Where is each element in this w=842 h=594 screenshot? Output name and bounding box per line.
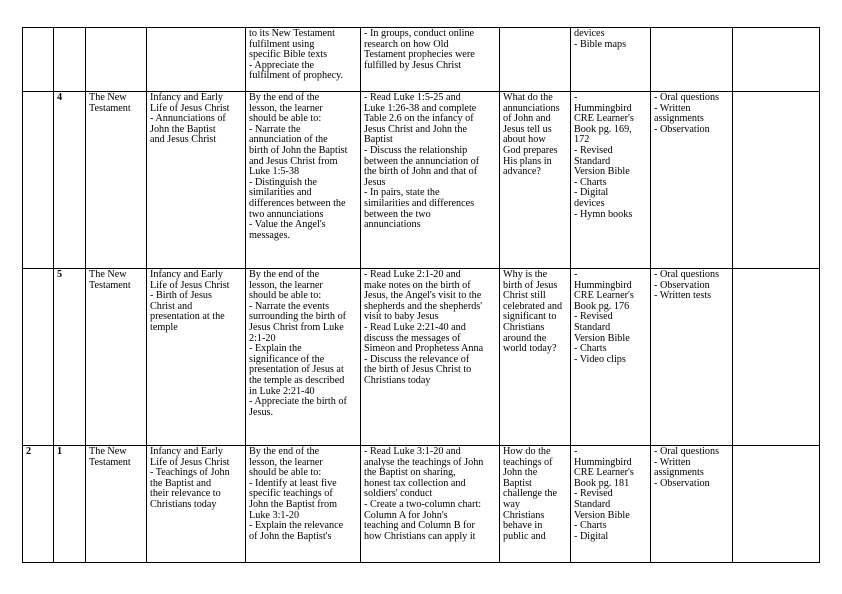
cell-text-line: research on how Old [364, 38, 449, 50]
cell-text-line: - [574, 92, 578, 103]
cell-text-line: Christians [503, 509, 545, 521]
cell-text-line: shepherds and the shepherds' [364, 300, 483, 312]
cell-text-line: the temple as described [249, 374, 345, 386]
table-row [23, 28, 820, 92]
cell-text-line: - Digital [574, 187, 609, 199]
cell-text-line: similarities and differences [364, 197, 475, 209]
cell-text-line: around the [503, 332, 547, 344]
cell-text-line: specific Bible texts [249, 49, 328, 61]
cell-text-line: - Discuss the relationship [364, 144, 468, 156]
cell-text-line: By the end of the [249, 446, 320, 457]
table-row [23, 92, 820, 269]
learning-outcomes-cell [246, 446, 361, 563]
cell-text-line: The New [89, 92, 127, 103]
lesson-cell [54, 269, 86, 446]
cell-text-line: Baptist [503, 477, 532, 489]
cell-text-line: - Teachings of John [150, 467, 230, 479]
cell-text-line: - Narrate the [249, 123, 301, 135]
assessment-cell [651, 28, 733, 92]
cell-text-line: should be able to: [249, 467, 322, 479]
cell-text-line: - Annunciations of [150, 113, 226, 125]
cell-text-line: presentation at the [150, 311, 225, 323]
cell-text-line: Testament [89, 279, 131, 291]
cell-text-line: Life of Jesus Christ [150, 102, 230, 114]
cell-text-line: Christians today [364, 374, 431, 386]
cell-text-line: Testament [89, 456, 131, 468]
cell-text-line: similarities and [249, 187, 312, 199]
cell-text-line: - Distinguish the [249, 176, 317, 188]
learning-resources-cell [571, 92, 651, 269]
cell-text-line: Book pg. 181 [574, 477, 630, 489]
cell-text-line: Christ and [150, 300, 193, 312]
cell-text-line: John the Baptist from [249, 498, 338, 510]
cell-text-line: - Explain the relevance [249, 520, 344, 532]
cell-text-line: John the Baptist [150, 123, 216, 135]
cell-text-line: soldiers' conduct [364, 488, 433, 500]
cell-text-line: between the annunciation of [364, 155, 480, 167]
learning-experiences-cell [361, 269, 500, 446]
lesson-cell [54, 446, 86, 563]
cell-text-line: and Jesus Christ [150, 134, 217, 146]
cell-text-line: - Observation [654, 123, 710, 135]
cell-text-line: Christians today [150, 498, 217, 510]
cell-text-line: advance? [503, 166, 541, 178]
reflection-cell [733, 269, 820, 446]
cell-text-line: Hummingbird [574, 102, 632, 114]
cell-text-line: - Hymn books [574, 208, 633, 220]
cell-text-line: between the two [364, 208, 431, 220]
cell-text-line: behave in [503, 520, 543, 532]
cell-text-line: analyse the teachings of John [364, 456, 484, 468]
cell-text-line: Version Bible [574, 332, 630, 344]
cell-text-line: devices [574, 28, 605, 39]
cell-text-line: how Christians can apply it [364, 530, 476, 542]
sub-strand-cell [147, 269, 246, 446]
cell-text-line: How do the [503, 446, 551, 457]
cell-text-line: should be able to: [249, 290, 322, 302]
assessment-cell [651, 446, 733, 563]
cell-text: 4 [57, 92, 63, 103]
cell-text-line: messages. [249, 229, 291, 241]
cell-text-line: specific teachings of [249, 488, 333, 500]
cell-text-line: Book pg. 176 [574, 300, 630, 312]
cell-text-line: - [574, 446, 578, 457]
cell-text-line: - Charts [574, 520, 607, 532]
cell-text-line: should be able to: [249, 113, 322, 125]
cell-text-line: - Read Luke 2:21-40 and [364, 321, 466, 333]
cell-text-line: the birth of John and that of [364, 166, 478, 178]
cell-text-line: Luke 3:1-20 [249, 509, 300, 521]
cell-text-line: - Bible maps [574, 38, 627, 50]
key-inquiry-question-cell [500, 269, 571, 446]
cell-text-line: - Oral questions [654, 446, 720, 457]
cell-text-line: temple [150, 321, 178, 333]
sub-strand-cell [147, 446, 246, 563]
cell-text-line: Christ still [503, 290, 546, 302]
learning-resources-cell [571, 28, 651, 92]
cell-text-line: - Appreciate the birth of [249, 396, 347, 408]
key-inquiry-question-cell [500, 446, 571, 563]
cell-text-line: fulfilment of prophecy. [249, 70, 344, 82]
cell-text-line: devices [574, 197, 605, 209]
scheme-of-work-page [22, 27, 819, 563]
cell-text-line: - Written [654, 456, 691, 468]
cell-text-line: - Charts [574, 343, 607, 355]
table-row [23, 446, 820, 563]
reflection-cell [733, 446, 820, 563]
strand-cell [86, 446, 147, 563]
cell-text-line: Testament [89, 102, 131, 114]
cell-text-line: assignments [654, 467, 704, 479]
cell-text-line: Jesus tell us [503, 123, 552, 135]
cell-text-line: the Baptist and [150, 477, 212, 489]
cell-text-line: - Observation [654, 279, 710, 291]
cell-text-line: of John the Baptist's [249, 530, 332, 542]
cell-text-line: surrounding the birth of [249, 311, 347, 323]
cell-text-line: differences between the [249, 197, 346, 209]
cell-text-line: The New [89, 269, 127, 280]
cell-text-line: honest tax collection and [364, 477, 466, 489]
cell-text-line: Jesus Christ and John the [364, 123, 468, 135]
cell-text-line: CRE Learner's [574, 290, 634, 302]
scheme-of-work-table [22, 27, 820, 563]
cell-text-line: and Jesus Christ from [249, 155, 338, 167]
learning-resources-cell [571, 446, 651, 563]
lesson-cell [54, 92, 86, 269]
cell-text-line: Standard [574, 155, 611, 167]
cell-text-line: God prepares [503, 144, 558, 156]
cell-text-line: Version Bible [574, 166, 630, 178]
cell-text-line: in Luke 2:21-40 [249, 385, 315, 397]
learning-resources-cell [571, 269, 651, 446]
cell-text-line: Infancy and Early [150, 92, 223, 103]
cell-text-line: 2:1-20 [249, 332, 276, 344]
cell-text-line: Luke 1:5-38 [249, 166, 300, 178]
assessment-cell [651, 92, 733, 269]
cell-text-line: make notes on the birth of [364, 279, 471, 291]
cell-text: 5 [57, 269, 63, 280]
cell-text-line: - In pairs, state the [364, 187, 440, 199]
cell-text-line: - Narrate the events [249, 300, 330, 312]
cell-text-line: lesson, the learner [249, 102, 323, 114]
lesson-cell [54, 28, 86, 92]
reflection-cell [733, 92, 820, 269]
cell-text-line: - Revised [574, 144, 613, 156]
reflection-cell [733, 28, 820, 92]
cell-text-line: annunciation of the [249, 134, 328, 146]
cell-text-line: - Birth of Jesus [150, 290, 212, 302]
cell-text-line: discuss the messages of [364, 332, 461, 344]
cell-text-line: Life of Jesus Christ [150, 279, 230, 291]
week-cell [23, 28, 54, 92]
cell-text-line: about how [503, 134, 546, 146]
learning-outcomes-cell [246, 269, 361, 446]
cell-text-line: visit to baby Jesus [364, 311, 439, 323]
cell-text-line: - Read Luke 1:5-25 and [364, 92, 461, 103]
cell-text-line: presentation of Jesus at [249, 364, 344, 376]
cell-text-line: fulfilment using [249, 38, 315, 50]
learning-experiences-cell [361, 28, 500, 92]
cell-text-line: of John and [503, 113, 551, 125]
week-cell [23, 92, 54, 269]
cell-text-line: to its New Testament [249, 28, 335, 39]
cell-text-line: Baptist [364, 134, 393, 146]
cell-text-line: birth of John the Baptist [249, 144, 348, 156]
learning-experiences-cell [361, 92, 500, 269]
cell-text-line: the Baptist on sharing, [364, 467, 456, 479]
key-inquiry-question-cell [500, 92, 571, 269]
cell-text-line: Jesus. [249, 406, 274, 418]
sub-strand-cell [147, 28, 246, 92]
cell-text-line: Hummingbird [574, 279, 632, 291]
cell-text-line: lesson, the learner [249, 279, 323, 291]
assessment-cell [651, 269, 733, 446]
cell-text-line: Life of Jesus Christ [150, 456, 230, 468]
cell-text-line: significant to [503, 311, 557, 323]
cell-text-line: CRE Learner's [574, 467, 634, 479]
sub-strand-cell [147, 92, 246, 269]
cell-text-line: By the end of the [249, 269, 320, 280]
cell-text-line: Jesus, the Angel's visit to the [364, 290, 482, 302]
cell-text-line: Luke 1:26-38 and complete [364, 102, 477, 114]
strand-cell [86, 28, 147, 92]
cell-text-line: two annunciations [249, 208, 324, 220]
cell-text-line: - Written [654, 102, 691, 114]
learning-experiences-cell [361, 446, 500, 563]
cell-text-line: - Revised [574, 311, 613, 323]
cell-text-line: Jesus [364, 176, 386, 188]
strand-cell [86, 92, 147, 269]
cell-text-line: - Video clips [574, 353, 626, 365]
cell-text-line: - Read Luke 2:1-20 and [364, 269, 461, 280]
cell-text-line: - Identify at least five [249, 477, 337, 489]
cell-text-line: Infancy and Early [150, 269, 223, 280]
cell-text-line: Version Bible [574, 509, 630, 521]
cell-text-line: - Oral questions [654, 92, 720, 103]
learning-outcomes-cell [246, 28, 361, 92]
cell-text-line: Infancy and Early [150, 446, 223, 457]
cell-text-line: - Charts [574, 176, 607, 188]
cell-text-line: challenge the [503, 488, 558, 500]
cell-text-line: their relevance to [150, 488, 221, 500]
cell-text: 1 [57, 446, 63, 457]
cell-text-line: - Digital [574, 530, 609, 542]
strand-cell [86, 269, 147, 446]
learning-outcomes-cell [246, 92, 361, 269]
cell-text-line: teaching and Column B for [364, 520, 475, 532]
cell-text-line: - Value the Angel's [249, 219, 326, 231]
cell-text-line: significance of the [249, 353, 325, 365]
cell-text-line: fulfilled by Jesus Christ [364, 59, 462, 71]
cell-text-line: - In groups, conduct online [364, 28, 475, 39]
cell-text-line: Christians [503, 321, 545, 333]
cell-text-line: Why is the [503, 269, 548, 280]
cell-text-line: celebrated and [503, 300, 563, 312]
cell-text-line: - [574, 269, 578, 280]
cell-text-line: Hummingbird [574, 456, 632, 468]
cell-text-line: - Read Luke 3:1-20 and [364, 446, 461, 457]
cell-text-line: the birth of Jesus Christ to [364, 364, 472, 376]
cell-text-line: - Explain the [249, 343, 302, 355]
cell-text-line: birth of Jesus [503, 279, 558, 291]
cell-text-line: CRE Learner's [574, 113, 634, 125]
cell-text-line: Standard [574, 498, 611, 510]
cell-text-line: His plans in [503, 155, 552, 167]
week-cell [23, 269, 54, 446]
cell-text-line: annunciations [364, 219, 421, 231]
cell-text-line: Jesus Christ from Luke [249, 321, 344, 333]
cell-text: 2 [26, 446, 32, 457]
cell-text-line: The New [89, 446, 127, 457]
cell-text-line: - Discuss the relevance of [364, 353, 470, 365]
cell-text-line: public and [503, 530, 546, 542]
cell-text-line: - Appreciate the [249, 59, 315, 71]
cell-text-line: 172 [574, 134, 590, 146]
cell-text-line: Book pg. 169, [574, 123, 632, 135]
cell-text-line: Column A for John's [364, 509, 448, 521]
cell-text-line: John the [503, 467, 538, 479]
cell-text-line: teachings of [503, 456, 553, 468]
cell-text-line: What do the [503, 92, 553, 103]
cell-text-line: Table 2.6 on the infancy of [364, 113, 474, 125]
cell-text-line: - Revised [574, 488, 613, 500]
cell-text-line: Standard [574, 321, 611, 333]
cell-text-line: Simeon and Prophetess Anna [364, 343, 484, 355]
week-cell [23, 446, 54, 563]
cell-text-line: annunciations [503, 102, 560, 114]
cell-text-line: - Create a two-column chart: [364, 498, 482, 510]
key-inquiry-question-cell [500, 28, 571, 92]
cell-text-line: - Observation [654, 477, 710, 489]
cell-text-line: - Oral questions [654, 269, 720, 280]
cell-text-line: lesson, the learner [249, 456, 323, 468]
cell-text-line: By the end of the [249, 92, 320, 103]
cell-text-line: way [503, 498, 520, 510]
cell-text-line: Testament prophecies were [364, 49, 475, 61]
table-row [23, 269, 820, 446]
cell-text-line: assignments [654, 113, 704, 125]
cell-text-line: - Written tests [654, 290, 712, 302]
cell-text-line: world today? [503, 343, 557, 355]
